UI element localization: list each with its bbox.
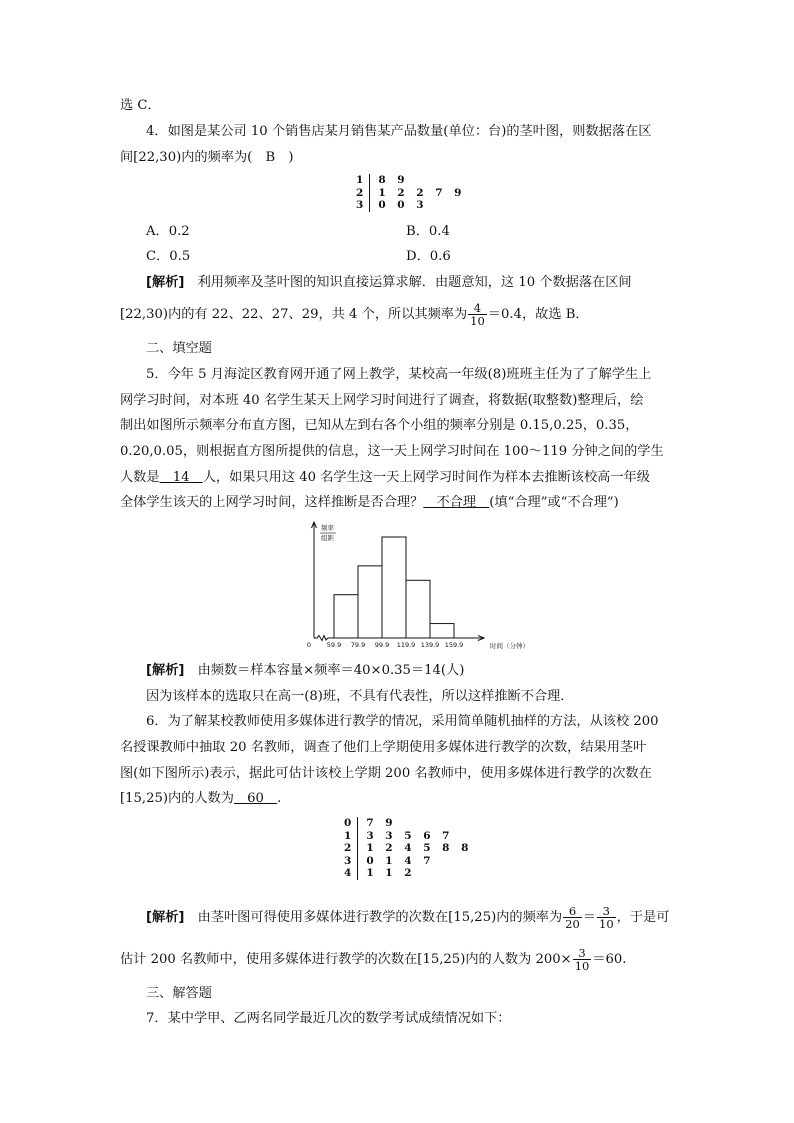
x-tick-label: 139.9 [420,641,440,649]
stem: 1 [340,830,358,843]
q6-stem-row [340,867,472,880]
q4-line1: 4．如图是某公司 10 个销售店某月销售某产品数量(单位：台)的茎叶图，则数据落在区 [146,124,652,139]
explanation-tag: [解析] [146,910,185,925]
q6-explanation-line2 [120,945,627,975]
numerator: 6 [563,905,582,918]
histogram-bar [358,566,382,638]
q6-exp2-post: ＝60. [592,952,627,967]
q4-option-a: A．0.2 [146,224,190,239]
leaves: 7 9 [366,817,393,829]
q5-line1: 5．今年 5 月海淀区教育网开通了网上教学，某校高一年级(8)班班主任为了了解学生上 [146,367,652,382]
x-tick-label: 79.9 [350,641,366,649]
stem: 1 [352,174,370,187]
q4-line2-post: ) [275,150,294,165]
denominator: 10 [574,959,590,973]
q4-option-b: B．0.4 [406,224,450,239]
q4-stem-row [352,187,465,200]
q6-exp2-pre: 估计 200 名教师中，使用多媒体进行教学的次数在[15,25)内的人数为 200× [120,952,572,967]
fraction [563,905,582,930]
stem: 2 [352,187,370,200]
leaves: 1 2 2 7 9 [378,186,462,199]
intro-text: 选 C． [120,98,161,113]
histogram-bar [406,580,430,638]
q6-exp1-pre: 由茎叶图可得使用多媒体进行教学的次数在[15,25)内的频率为 [184,910,563,925]
q7-line1: 7．某中学甲、乙两名同学最近几次的数学考试成绩情况如下： [146,1011,511,1026]
x-axis-label: 时间（分钟） [490,642,529,650]
q6-line4-pre: [15,25)内的人数为 [120,791,234,806]
denominator: 20 [565,917,580,931]
q6-stem-row [340,855,472,868]
q5-explanation-line1 [146,662,464,680]
explanation-tag: [解析] [146,663,185,678]
q4-exp-text: 利用频率及茎叶图的知识直接运算求解．由题意知，这 10 个数据落在区间 [184,275,632,290]
q4-line2-pre: 间[22,30)内的频率为( [120,150,266,165]
q4-exp2-post: ＝0.4，故选 B． [487,307,589,322]
q6-stem-row [340,842,472,855]
q6-line2: 名授课教师中抽取 20 名教师，调查了他们上学期使用多媒体进行教学的次数，结果用茎叶 [120,740,647,755]
q6-line3: 图(如下图所示)表示，据此可估计该校上学期 200 名教师中，使用多媒体进行教学的次数在 [120,766,652,781]
numerator: 3 [573,947,592,960]
q5-explanation-line2: 因为该样本的选取只在高一(8)班，不具有代表性，所以这样推断不合理． [146,689,574,704]
section-3-heading: 三、解答题 [146,986,212,1001]
q6-exp1-post: ，于是可 [616,910,670,925]
q4-stem-row [352,199,465,212]
fraction [468,302,487,327]
leaves: 0 0 3 [378,199,424,211]
denominator: 10 [599,917,614,931]
q4-line2 [120,149,294,167]
histogram-bar [382,537,406,638]
q6-stem-row [340,817,472,830]
stem: 3 [352,199,370,212]
stem: 4 [340,867,358,880]
q5-blank-1: 14 [159,470,203,485]
stem: 3 [340,855,358,868]
q4-exp2-pre: [22,30)内的有 22、22、27、29，共 4 个，所以其频率为 [120,307,468,322]
q4-stem-leaf-plot [352,174,465,212]
q4-stem-row [352,174,465,187]
leaves: 0 1 4 7 [366,854,431,867]
q4-explanation-line1 [146,274,632,292]
x-tick-label: 119.9 [396,641,416,649]
origin-label: 0 [306,641,312,649]
q5-line5 [120,469,650,487]
section-2-heading: 二、填空题 [146,341,212,356]
q4-explanation-line2 [120,300,589,330]
histogram-bar [334,595,358,638]
q5-line5-post: 人，如果只用这 40 名学生这一天上网学习时间作为样本去推断该校高一年级 [202,470,650,485]
frequency-histogram [300,519,540,664]
q6-blank: 60 [233,791,278,806]
numerator: 4 [468,302,487,315]
stem: 2 [340,842,358,855]
explanation-tag: [解析] [146,275,185,290]
q6-stem-row [340,830,472,843]
q6-line1: 6．为了解某校教师使用多媒体进行教学的情况，采用简单随机抽样的方法，从该校 200 [146,714,659,729]
q5-line6-pre: 全体学生该天的上网学习时间，这样推断是否合理？ [120,495,424,510]
y-axis-label-top: 频率 [321,524,334,532]
q5-line5-pre: 人数是 [120,470,160,485]
q4-option-d: D．0.6 [406,249,451,264]
fraction [597,905,616,930]
q6-explanation-line1 [146,903,669,933]
axis-break [314,636,328,641]
denominator: 10 [470,314,485,328]
q4-option-c: C．0.5 [146,249,191,264]
q5-exp-text: 由频数＝样本容量×频率＝40×0.35＝14(人) [184,663,465,678]
q5-line2: 网学习时间，对本班 40 名学生某天上网学习时间进行了调查，将数据(取整数)整理后，绘 [120,393,644,408]
leaves: 1 2 4 5 8 8 [366,842,469,854]
q5-line6-post: (填“合理”或“不合理”) [489,495,619,510]
y-axis-label-bottom: 组距 [321,534,334,542]
leaves: 1 1 2 [366,867,412,879]
equals-sign: ＝ [582,910,596,925]
histogram-bar [430,624,454,638]
q5-line4: 0.20,0.05，则根据直方图所提供的信息，这一天上网学习时间在 100～119 分钟之间的学生 [120,444,664,459]
x-tick-label: 99.9 [374,641,390,649]
numerator: 3 [597,905,616,918]
q6-line4 [120,790,281,808]
q5-blank-2: 不合理 [423,495,490,510]
fraction [573,947,592,972]
q5-line6 [120,494,619,512]
leaves: 8 9 [378,174,405,186]
x-tick-label: 159.9 [444,641,464,649]
q6-stem-leaf-plot [340,817,472,880]
stem: 0 [340,817,358,830]
q6-line4-post: . [277,791,282,806]
q4-answer: B [265,150,276,165]
x-tick-label: 59.9 [326,641,342,649]
leaves: 3 3 5 6 7 [366,829,450,842]
q5-line3: 制出如图所示频率分布直方图，已知从左到右各个小组的频率分别是 0.15,0.25，0.35， [120,418,639,433]
